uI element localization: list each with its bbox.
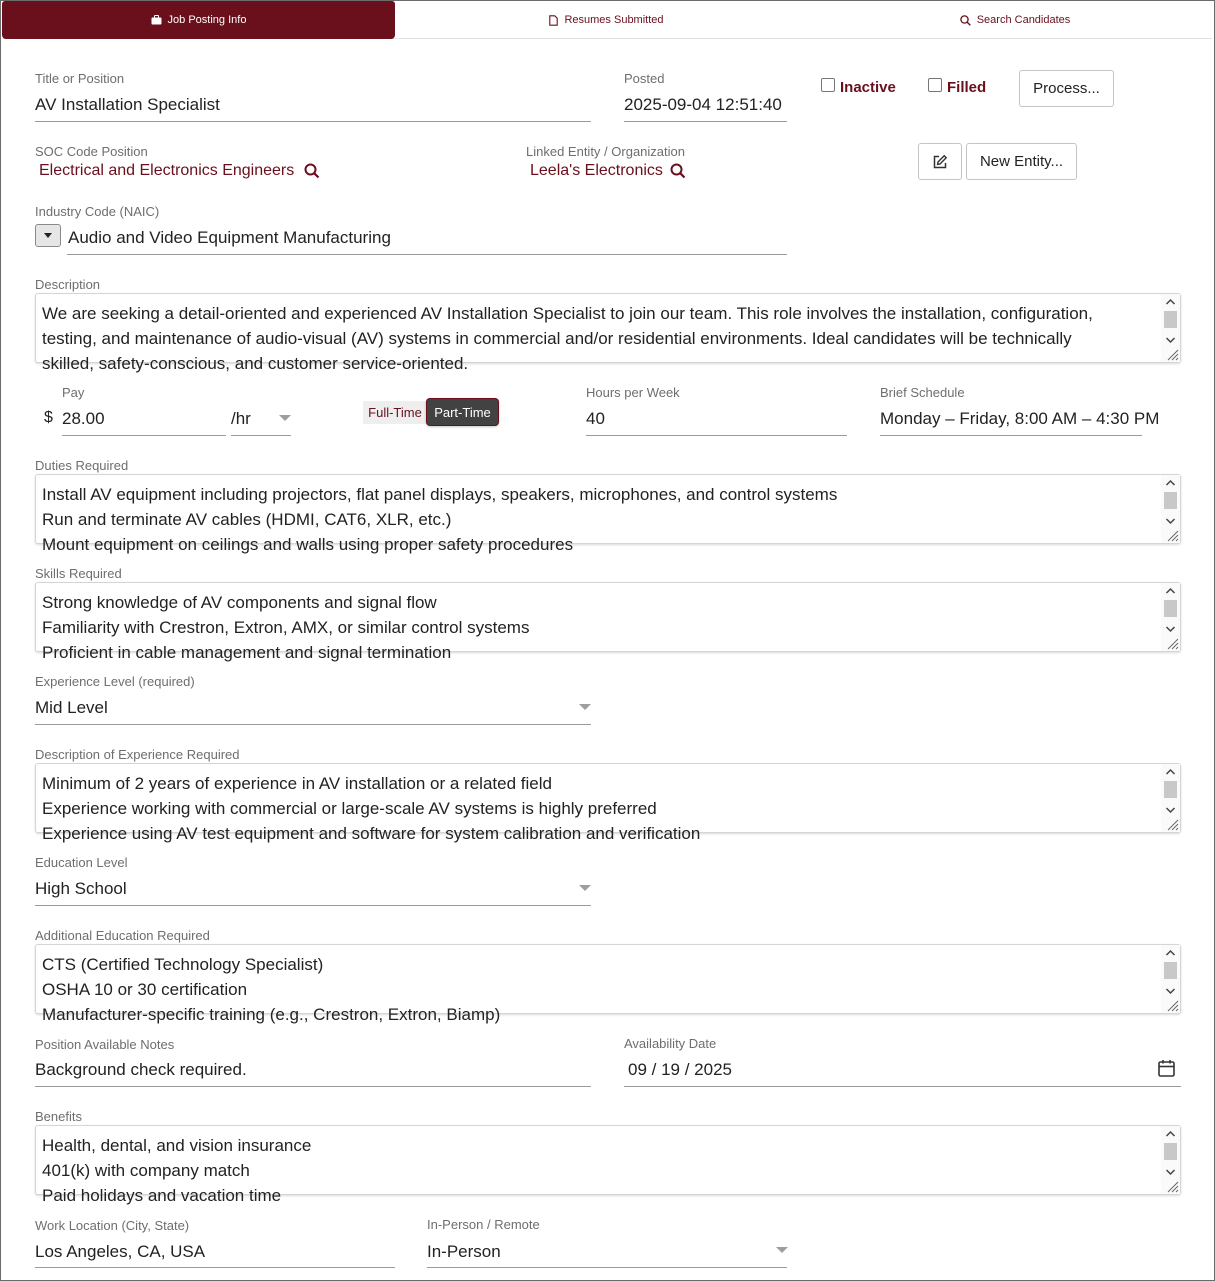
work-location-input[interactable]: Los Angeles, CA, USA <box>35 1242 206 1261</box>
entity-value-text: Leela's Electronics <box>530 162 663 179</box>
posted-value: 2025-09-04 12:51:40 <box>624 95 782 114</box>
in-person-label: In-Person / Remote <box>427 1217 540 1232</box>
text-line: Health, dental, and vision insurance <box>42 1136 312 1155</box>
scroll-thumb[interactable] <box>1164 781 1177 798</box>
title-label: Title or Position <box>35 71 125 86</box>
search-icon[interactable] <box>670 163 686 179</box>
position-notes-input[interactable]: Background check required. <box>35 1060 247 1079</box>
experience-level-label: Experience Level (required) <box>35 674 195 689</box>
availability-date-input[interactable]: 09 / 19 / 2025 <box>628 1060 732 1079</box>
text-line: testing, and maintenance of audio-visual (AV) systems in commercial and/or residential environments. Ideal candidates will be technically <box>42 329 1072 348</box>
text-line: Strong knowledge of AV components and signal flow <box>42 593 437 612</box>
experience-level-underline <box>35 724 591 725</box>
naic-label: Industry Code (NAIC) <box>35 204 160 219</box>
text-line: Experience using AV test equipment and software for system calibration and verification <box>42 824 701 843</box>
text-line: Manufacturer-specific training (e.g., Crestron, Extron, Biamp) <box>42 1005 501 1024</box>
additional-education-label: Additional Education Required <box>35 928 210 943</box>
availability-label: Availability Date <box>624 1036 717 1051</box>
text-line: Experience working with commercial or large-scale AV systems is highly preferred <box>42 799 657 818</box>
scroll-up-icon[interactable] <box>1165 296 1176 308</box>
tab-job-posting-info[interactable] <box>2 1 395 39</box>
tab-search-candidates[interactable] <box>818 1 1212 39</box>
resize-grip-icon[interactable] <box>1166 637 1179 650</box>
scroll-up-icon[interactable] <box>1165 766 1176 778</box>
inactive-checkbox[interactable] <box>821 79 896 96</box>
scroll-thumb[interactable] <box>1164 600 1177 617</box>
text-line: 401(k) with company match <box>42 1161 250 1180</box>
currency-symbol: $ <box>44 409 53 426</box>
chevron-down-icon[interactable] <box>279 415 291 421</box>
tab-bar <box>2 1 1212 39</box>
position-notes-label: Position Available Notes <box>35 1037 175 1052</box>
scroll-up-icon[interactable] <box>1165 947 1176 959</box>
pay-input[interactable]: 28.00 <box>62 409 105 428</box>
scroll-down-icon[interactable] <box>1165 985 1176 997</box>
naic-dropdown-toggle[interactable] <box>35 224 61 247</box>
scroll-thumb[interactable] <box>1164 311 1177 328</box>
tab-label: Search Candidates <box>976 14 1071 26</box>
text-line: Minimum of 2 years of experience in AV installation or a related field <box>42 774 552 793</box>
tab-label: Resumes Submitted <box>564 14 664 26</box>
text-line: skilled, safety-conscious, and customer service-oriented. <box>42 354 469 373</box>
experience-level-select[interactable]: Mid Level <box>35 698 108 717</box>
text-line: CTS (Certified Technology Specialist) <box>42 955 324 974</box>
schedule-underline <box>880 435 1142 436</box>
pay-underline <box>62 435 226 436</box>
skills-textarea[interactable] <box>35 582 1181 662</box>
part-time-toggle[interactable]: Part-Time <box>427 399 498 425</box>
text-line: Mount equipment on ceilings and walls using proper safety procedures <box>42 535 574 554</box>
text-line: Install AV equipment including projectors, flat panel displays, speakers, microphones, and control systems <box>42 485 838 504</box>
scroll-down-icon[interactable] <box>1165 515 1176 527</box>
naic-value[interactable]: Audio and Video Equipment Manufacturing <box>68 228 391 247</box>
chevron-down-icon[interactable] <box>776 1247 788 1253</box>
search-icon[interactable] <box>304 163 320 179</box>
title-underline <box>35 121 591 122</box>
additional-education-textarea[interactable] <box>35 944 1181 1024</box>
schedule-input[interactable]: Monday – Friday, 8:00 AM – 4:30 PM <box>880 409 1160 428</box>
availability-underline <box>624 1086 1181 1087</box>
text-line: Run and terminate AV cables (HDMI, CAT6, XLR, etc.) <box>42 510 452 529</box>
benefits-textarea[interactable] <box>35 1125 1181 1205</box>
entity-value[interactable] <box>530 162 686 180</box>
hours-label: Hours per Week <box>586 385 680 400</box>
text-line: Familiarity with Crestron, Extron, AMX, or similar control systems <box>42 618 530 637</box>
soc-label: SOC Code Position <box>35 144 148 159</box>
pay-unit-select[interactable]: /hr <box>231 409 251 428</box>
position-notes-underline <box>35 1086 591 1087</box>
text-line: We are seeking a detail-oriented and experienced AV Installation Specialist to join our team. This role involves the installation, configuration, <box>42 304 1093 323</box>
checkbox-box[interactable] <box>928 78 942 92</box>
work-location-label: Work Location (City, State) <box>35 1218 190 1233</box>
naic-underline <box>67 254 787 255</box>
scroll-up-icon[interactable] <box>1165 1128 1176 1140</box>
skills-label: Skills Required <box>35 566 122 581</box>
entity-label: Linked Entity / Organization <box>526 144 685 159</box>
education-level-select[interactable]: High School <box>35 879 127 898</box>
soc-value-text: Electrical and Electronics Engineers <box>39 162 295 179</box>
inactive-label: Inactive <box>840 79 896 96</box>
in-person-select[interactable]: In-Person <box>427 1242 501 1261</box>
briefcase-icon <box>151 15 162 25</box>
posted-label: Posted <box>624 71 665 86</box>
pay-label: Pay <box>62 385 85 400</box>
scroll-thumb[interactable] <box>1164 1143 1177 1160</box>
schedule-label: Brief Schedule <box>880 385 965 400</box>
in-person-underline <box>427 1267 787 1268</box>
checkbox-box[interactable] <box>821 78 835 92</box>
experience-desc-label: Description of Experience Required <box>35 747 240 762</box>
education-level-underline <box>35 905 591 906</box>
chevron-down-icon[interactable] <box>579 704 591 710</box>
hours-underline <box>586 435 847 436</box>
scroll-thumb[interactable] <box>1164 962 1177 979</box>
experience-desc-textarea[interactable] <box>35 763 1181 843</box>
resize-grip-icon[interactable] <box>1166 818 1179 831</box>
description-label: Description <box>35 277 101 292</box>
scroll-down-icon[interactable] <box>1165 1166 1176 1178</box>
scroll-down-icon[interactable] <box>1165 623 1176 635</box>
resize-grip-icon[interactable] <box>1166 1180 1179 1193</box>
title-input[interactable]: AV Installation Specialist <box>35 95 220 114</box>
new-entity-button[interactable]: New Entity... <box>966 143 1077 180</box>
work-location-underline <box>35 1267 395 1268</box>
text-line: OSHA 10 or 30 certification <box>42 980 248 999</box>
document-icon <box>549 15 558 26</box>
filled-checkbox[interactable] <box>928 79 986 96</box>
duties-label: Duties Required <box>35 458 129 473</box>
posted-underline <box>624 121 787 122</box>
education-level-label: Education Level <box>35 855 128 870</box>
duties-textarea[interactable] <box>35 474 1181 554</box>
search-icon <box>960 15 971 26</box>
edit-icon <box>932 154 948 170</box>
calendar-icon[interactable] <box>1158 1059 1175 1077</box>
hours-input[interactable]: 40 <box>586 409 605 428</box>
benefits-label: Benefits <box>35 1109 82 1124</box>
process-button[interactable]: Process... <box>1019 70 1114 107</box>
chevron-down-icon[interactable] <box>579 885 591 891</box>
scroll-down-icon[interactable] <box>1165 804 1176 816</box>
scroll-down-icon[interactable] <box>1165 334 1176 346</box>
tab-label: Job Posting Info <box>167 14 247 26</box>
scroll-up-icon[interactable] <box>1165 585 1176 597</box>
tab-resumes-submitted[interactable] <box>395 1 818 39</box>
full-time-toggle[interactable]: Full-Time <box>363 401 427 424</box>
scroll-thumb[interactable] <box>1164 492 1177 509</box>
text-line: Paid holidays and vacation time <box>42 1186 282 1205</box>
resize-grip-icon[interactable] <box>1166 529 1179 542</box>
filled-label: Filled <box>947 79 987 96</box>
caret-down-icon <box>44 233 52 238</box>
text-line: Proficient in cable management and signal termination <box>42 643 452 662</box>
resize-grip-icon[interactable] <box>1166 999 1179 1012</box>
edit-entity-button[interactable] <box>918 143 962 180</box>
soc-value[interactable] <box>39 162 320 180</box>
pay-unit-underline <box>231 435 291 436</box>
description-textarea[interactable] <box>35 293 1181 373</box>
scroll-up-icon[interactable] <box>1165 477 1176 489</box>
resize-grip-icon[interactable] <box>1166 348 1179 361</box>
